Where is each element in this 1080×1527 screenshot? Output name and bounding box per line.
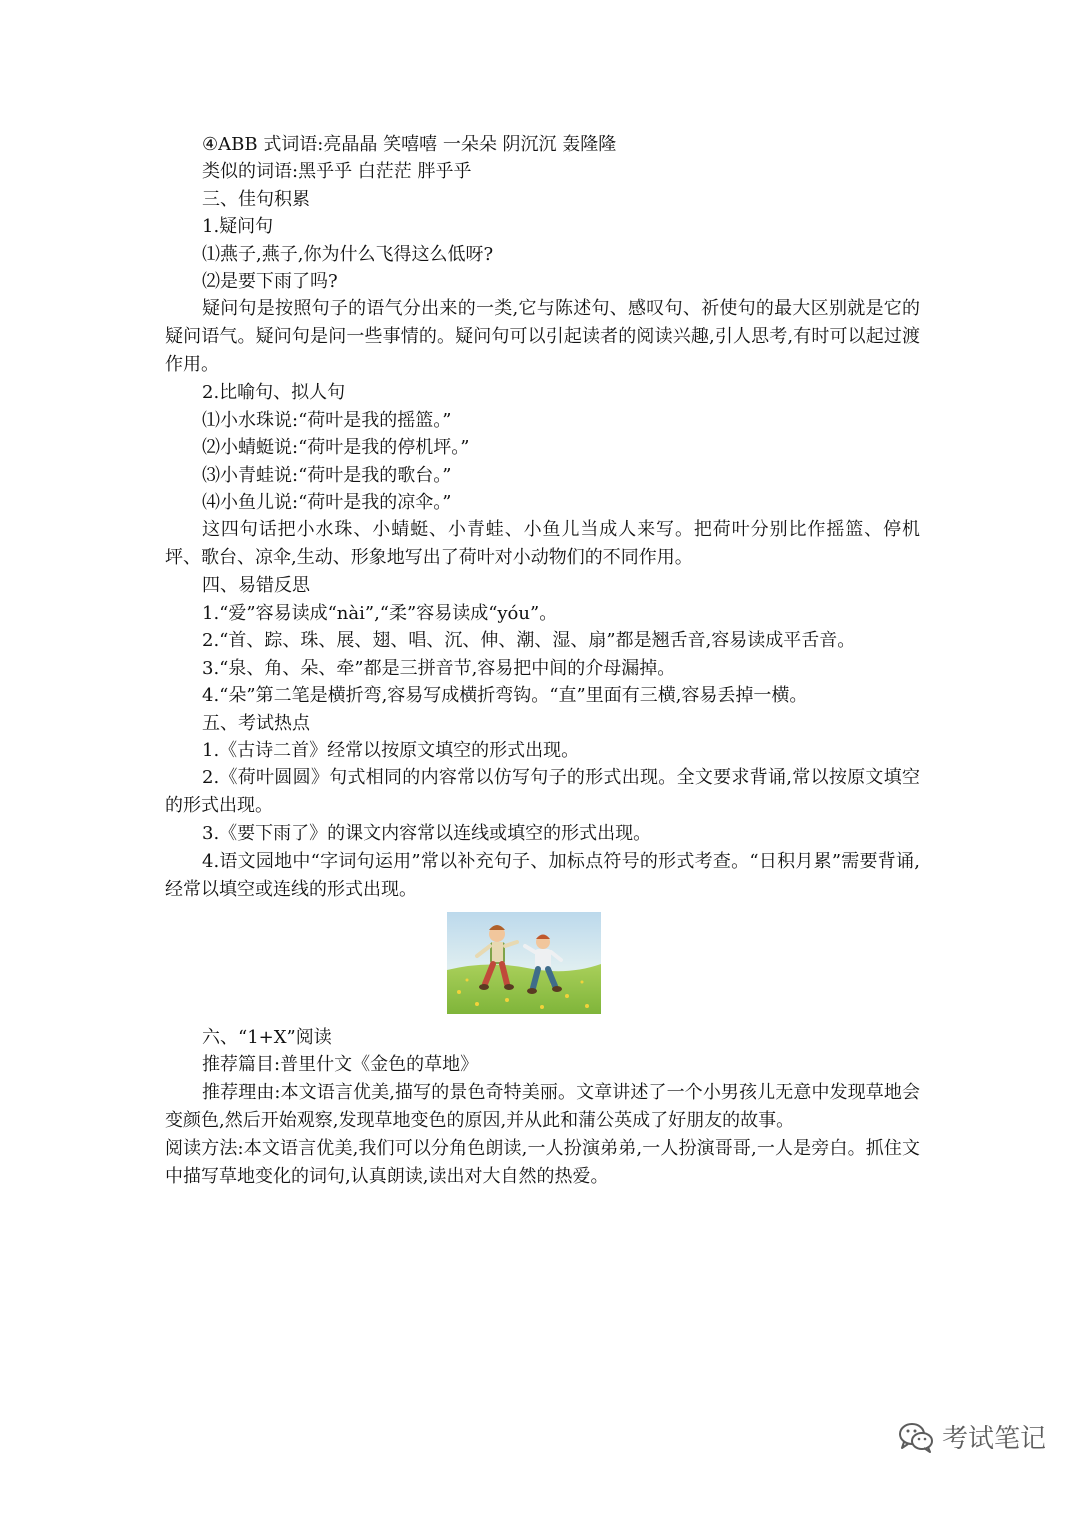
hot-item-4: 4.语文园地中“字词句运用”常以补充句子、加标点符号的形式考查。“日积月累”需要背诵,经常以填空或连线的形式出现。: [165, 850, 920, 900]
error-item-3: 3.“泉、角、朵、牵”都是三拼音节,容易把中间的介母漏掉。: [202, 657, 676, 679]
similar-words: 类似的词语:黑乎乎 白茫茫 胖乎乎: [202, 161, 472, 183]
watermark-text: 考试笔记: [942, 1424, 1047, 1454]
section-3-heading: 三、佳句积累: [202, 188, 310, 210]
metaphor-description: 这四句话把小水珠、小蜻蜓、小青蛙、小鱼儿当成人来写。把荷叶分别比作摇篮、停机坪、歌台、凉伞,生动、形象地写出了荷叶对小动物们的不同作用。: [165, 519, 920, 569]
document-body: [165, 131, 920, 1191]
section-4-heading: 四、易错反思: [202, 575, 310, 597]
section-6-heading: 六、“1+X”阅读: [202, 1026, 332, 1048]
wechat-icon: [898, 1421, 934, 1453]
error-item-4: 4.“朵”第二笔是横折弯,容易写成横折弯钩。“直”里面有三横,容易丢掉一横。: [202, 685, 808, 707]
abb-words: ④ABB 式词语:亮晶晶 笑嘻嘻 一朵朵 阴沉沉 轰隆隆: [202, 134, 617, 155]
section-5-heading: 五、考试热点: [202, 712, 310, 734]
reading-method: 阅读方法:本文语言优美,我们可以分角色朗读,一人扮演弟弟,一人扮演哥哥,一人是旁白。抓住文中描写草地变化的词句,认真朗读,读出对大自然的热爱。: [165, 1137, 920, 1187]
hot-item-1: 1.《古诗二首》经常以按原文填空的形式出现。: [202, 739, 580, 761]
question-description: 疑问句是按照句子的语气分出来的一类,它与陈述句、感叹句、祈使句的最大区别就是它的疑问语气。疑问句是问一些事情的。疑问句可以引起读者的阅读兴趣,引人思考,有时可以起过渡作用。: [165, 298, 920, 376]
metaphor-example-4: ⑷小鱼儿说:“荷叶是我的凉伞。”: [202, 492, 452, 514]
recommended-reason: 推荐理由:本文语言优美,描写的景色奇特美丽。文章讲述了一个小男孩儿无意中发现草地会变颜色,然后开始观察,发现草地变色的原因,并从此和蒲公英成了好朋友的故事。: [165, 1081, 920, 1131]
error-item-1: 1.“爱”容易读成“nài”,“柔”容易读成“yóu”。: [202, 602, 558, 624]
error-item-2: 2.“首、踪、珠、展、翅、唱、沉、伸、潮、湿、扇”都是翘舌音,容易读成平舌音。: [202, 630, 856, 652]
watermark: [898, 1418, 1046, 1455]
metaphor-example-1: ⑴小水珠说:“荷叶是我的摇篮。”: [202, 409, 452, 431]
illustration-boys-running: [447, 912, 601, 1014]
hot-item-2: 2.《荷叶圆圆》句式相同的内容常以仿写句子的形式出现。全文要求背诵,常以按原文填空的形式出现。: [165, 767, 920, 817]
question-sentence-title: 1.疑问句: [202, 216, 274, 238]
recommended-title: 推荐篇目:普里什文《金色的草地》: [202, 1054, 479, 1076]
illustration-image: [447, 912, 601, 1014]
question-example-2: ⑵是要下雨了吗?: [202, 271, 338, 293]
metaphor-example-3: ⑶小青蛙说:“荷叶是我的歌台。”: [202, 464, 452, 486]
metaphor-example-2: ⑵小蜻蜓说:“荷叶是我的停机坪。”: [202, 437, 470, 459]
hot-item-3: 3.《要下雨了》的课文内容常以连线或填空的形式出现。: [202, 823, 652, 845]
metaphor-title: 2.比喻句、拟人句: [202, 382, 346, 404]
question-example-1: ⑴燕子,燕子,你为什么飞得这么低呀?: [202, 243, 494, 265]
